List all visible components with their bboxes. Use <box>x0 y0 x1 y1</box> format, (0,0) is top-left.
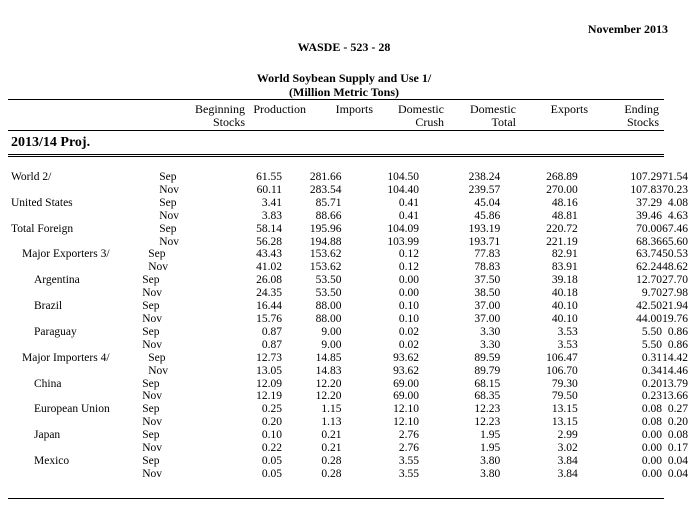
ending-stocks-cell: 4.63 <box>667 209 688 222</box>
column-header-domestic-crush <box>384 103 444 129</box>
beginning-stocks-cell: 61.55 <box>256 171 283 183</box>
domestic-total-cell: 40.10 <box>551 312 578 325</box>
month-label: Sep <box>142 377 160 390</box>
production-cell: 281.66 <box>309 171 342 183</box>
domestic-crush-cell: 77.83 <box>474 248 501 261</box>
beginning-stocks-cell: 0.87 <box>261 325 283 338</box>
domestic-crush-cell: 238.24 <box>468 171 501 183</box>
production-cell: 0.28 <box>321 467 342 480</box>
imports-cell: 0.10 <box>398 312 419 325</box>
beginning-stocks-cell: 16.44 <box>256 300 283 313</box>
domestic-crush-cell: 68.35 <box>474 390 501 403</box>
production-cell: 283.54 <box>309 183 342 196</box>
domestic-total-cell: 270.00 <box>546 183 578 196</box>
imports-cell: 0.12 <box>398 248 419 261</box>
exports-cell: 0.23 <box>641 390 662 403</box>
beginning-stocks-cell: 41.02 <box>256 261 283 274</box>
region-label: Paraguay <box>34 325 77 338</box>
top-rule <box>8 99 664 100</box>
ending-stocks-cell: 70.23 <box>662 183 688 196</box>
region-label <box>8 261 142 274</box>
table-row <box>8 223 688 236</box>
column-header-imports <box>316 103 373 116</box>
month-label: Sep <box>148 248 166 261</box>
beginning-stocks-cell: 0.20 <box>261 416 283 429</box>
exports-cell: 37.29 <box>636 196 662 209</box>
beginning-stocks-cell: 15.76 <box>256 312 283 325</box>
production-cell: 1.13 <box>321 416 342 429</box>
imports-cell: 2.76 <box>398 429 419 442</box>
imports-cell: 69.00 <box>393 390 419 403</box>
exports-cell: 0.00 <box>641 429 662 442</box>
col-label-1: Production <box>253 102 306 116</box>
month-label: Sep <box>142 300 160 313</box>
month-label: Sep <box>142 454 160 467</box>
domestic-total-cell: 13.15 <box>551 416 578 429</box>
domestic-total-cell: 79.50 <box>551 390 578 403</box>
imports-cell: 69.00 <box>393 377 419 390</box>
region-label: Japan <box>34 429 61 442</box>
imports-cell: 93.62 <box>393 351 419 364</box>
table-row <box>8 455 688 468</box>
region-label: World 2/ <box>11 171 52 183</box>
table-row <box>8 261 688 274</box>
col-label-1: Domestic <box>398 102 444 116</box>
beginning-stocks-cell: 12.19 <box>256 390 283 403</box>
ending-stocks-cell: 48.62 <box>662 261 688 274</box>
region-label <box>8 365 142 378</box>
section-rule <box>8 154 664 157</box>
exports-cell: 0.00 <box>641 442 662 455</box>
beginning-stocks-cell: 13.05 <box>256 364 283 377</box>
month-label: Sep <box>142 274 160 287</box>
domestic-total-cell: 220.72 <box>546 222 578 235</box>
month-label: Nov <box>148 364 169 377</box>
table-row <box>8 287 688 300</box>
section-label: 2013/14 Proj. <box>11 135 91 150</box>
domestic-total-cell: 48.16 <box>551 196 578 209</box>
ending-stocks-cell: 0.04 <box>667 467 688 480</box>
domestic-crush-cell: 193.71 <box>468 235 501 248</box>
imports-cell: 104.50 <box>387 171 419 183</box>
imports-cell: 104.40 <box>387 183 419 196</box>
col-label-2: Stocks <box>212 115 245 129</box>
imports-cell: 12.10 <box>393 416 419 429</box>
exports-cell: 39.46 <box>636 209 662 222</box>
imports-cell: 0.02 <box>398 338 419 351</box>
imports-cell: 0.00 <box>398 287 419 300</box>
report-date: November 2013 <box>587 22 668 36</box>
region-label <box>8 390 142 403</box>
domestic-crush-cell: 3.30 <box>480 338 501 351</box>
region-label <box>8 416 142 429</box>
domestic-crush-cell: 89.59 <box>474 351 501 364</box>
domestic-total-cell: 79.30 <box>551 377 578 390</box>
ending-stocks-cell: 0.08 <box>667 429 688 442</box>
domestic-crush-cell: 37.50 <box>474 274 501 287</box>
beginning-stocks-cell: 0.22 <box>261 442 283 455</box>
domestic-crush-cell: 3.30 <box>480 325 501 338</box>
ending-stocks-cell: 65.60 <box>662 235 688 248</box>
production-cell: 14.85 <box>315 351 342 364</box>
domestic-crush-cell: 37.00 <box>474 312 501 325</box>
domestic-total-cell: 3.84 <box>557 454 578 467</box>
production-cell: 0.28 <box>321 454 342 467</box>
table-row <box>8 390 688 403</box>
beginning-stocks-cell: 0.05 <box>261 454 283 467</box>
imports-cell: 104.09 <box>387 222 419 235</box>
domestic-total-cell: 39.18 <box>551 274 578 287</box>
beginning-stocks-cell: 0.25 <box>261 403 283 416</box>
region-label <box>8 442 142 455</box>
month-label: Nov <box>142 312 163 325</box>
exports-cell: 0.08 <box>641 416 662 429</box>
imports-cell: 103.99 <box>387 235 419 248</box>
domestic-total-cell: 106.70 <box>546 364 578 377</box>
imports-cell: 0.02 <box>398 325 419 338</box>
production-cell: 153.62 <box>309 248 342 261</box>
col-label-1: Domestic <box>470 102 516 116</box>
domestic-crush-cell: 89.79 <box>474 364 501 377</box>
month-label: Nov <box>159 209 180 222</box>
beginning-stocks-cell: 56.28 <box>256 235 283 248</box>
region-label: Major Exporters 3/ <box>22 248 110 261</box>
imports-cell: 3.55 <box>398 467 419 480</box>
table-row <box>8 210 688 223</box>
month-label: Nov <box>142 287 163 300</box>
domestic-total-cell: 221.19 <box>546 235 578 248</box>
domestic-crush-cell: 12.23 <box>474 416 501 429</box>
month-label: Nov <box>142 467 163 480</box>
month-label: Sep <box>159 196 177 209</box>
domestic-crush-cell: 1.95 <box>480 429 501 442</box>
domestic-total-cell: 2.99 <box>557 429 578 442</box>
table-row <box>8 197 688 210</box>
ending-stocks-cell: 4.08 <box>667 196 688 209</box>
production-cell: 88.66 <box>315 209 342 222</box>
domestic-crush-cell: 3.80 <box>480 467 501 480</box>
month-label: Sep <box>142 403 160 416</box>
region-label <box>8 468 142 481</box>
domestic-total-cell: 83.91 <box>551 261 578 274</box>
ending-stocks-cell: 13.79 <box>662 377 688 390</box>
production-cell: 194.88 <box>309 235 342 248</box>
column-header-ending-stocks <box>600 103 659 129</box>
table-row <box>8 248 688 261</box>
table-row <box>8 171 688 184</box>
imports-cell: 2.76 <box>398 442 419 455</box>
domestic-crush-cell: 3.80 <box>480 454 501 467</box>
exports-cell: 5.50 <box>641 338 662 351</box>
production-cell: 12.20 <box>315 390 342 403</box>
table-row <box>8 442 688 455</box>
month-label: Sep <box>159 171 177 183</box>
production-cell: 12.20 <box>315 377 342 390</box>
beginning-stocks-cell: 0.10 <box>261 429 283 442</box>
table-row <box>8 416 688 429</box>
domestic-crush-cell: 12.23 <box>474 403 501 416</box>
month-label: Nov <box>148 261 169 274</box>
imports-cell: 3.55 <box>398 454 419 467</box>
imports-cell: 12.10 <box>393 403 419 416</box>
production-cell: 85.71 <box>315 196 342 209</box>
ending-stocks-cell: 0.20 <box>667 416 688 429</box>
production-cell: 53.50 <box>315 274 342 287</box>
region-label: Mexico <box>34 454 70 467</box>
title-line-1: World Soybean Supply and Use 1/ <box>256 71 432 85</box>
ending-stocks-cell: 13.66 <box>662 390 688 403</box>
production-cell: 53.50 <box>315 287 342 300</box>
region-label: China <box>34 377 62 390</box>
col-label-1: Imports <box>335 102 373 116</box>
region-label <box>8 236 142 249</box>
exports-cell: 0.20 <box>641 377 662 390</box>
month-label: Nov <box>142 390 163 403</box>
region-label <box>8 339 142 352</box>
exports-cell: 44.00 <box>636 312 662 325</box>
exports-cell: 107.83 <box>630 183 662 196</box>
month-label: Sep <box>142 325 160 338</box>
domestic-total-cell: 40.10 <box>551 300 578 313</box>
ending-stocks-cell: 19.76 <box>662 312 688 325</box>
exports-cell: 9.70 <box>641 287 662 300</box>
ending-stocks-cell: 27.98 <box>662 287 688 300</box>
exports-cell: 0.31 <box>641 351 662 364</box>
production-cell: 0.21 <box>321 429 342 442</box>
month-label: Sep <box>142 429 160 442</box>
beginning-stocks-cell: 12.09 <box>256 377 283 390</box>
domestic-total-cell: 40.18 <box>551 287 578 300</box>
domestic-crush-cell: 193.19 <box>468 222 501 235</box>
imports-cell: 0.41 <box>398 209 419 222</box>
exports-cell: 0.00 <box>641 454 662 467</box>
col-label-1: Exports <box>550 102 588 116</box>
domestic-crush-cell: 239.57 <box>468 183 501 196</box>
month-label: Nov <box>142 416 163 429</box>
soybean-data-table <box>8 171 688 481</box>
production-cell: 9.00 <box>321 325 342 338</box>
month-label: Nov <box>142 338 163 351</box>
ending-stocks-cell: 71.54 <box>662 171 688 183</box>
region-label: United States <box>11 196 73 209</box>
domestic-crush-cell: 78.83 <box>474 261 501 274</box>
beginning-stocks-cell: 3.41 <box>261 196 283 209</box>
imports-cell: 0.12 <box>398 261 419 274</box>
table-row <box>8 352 688 365</box>
table-row <box>8 378 688 391</box>
domestic-total-cell: 106.47 <box>546 351 578 364</box>
month-label: Nov <box>159 235 180 248</box>
month-label: Nov <box>159 183 180 196</box>
ending-stocks-cell: 0.86 <box>667 338 688 351</box>
beginning-stocks-cell: 43.43 <box>256 248 283 261</box>
exports-cell: 62.24 <box>636 261 662 274</box>
exports-cell: 70.00 <box>636 222 662 235</box>
region-label <box>8 184 142 197</box>
region-label: Argentina <box>34 274 80 287</box>
bottom-rule <box>8 498 664 499</box>
region-label: European Union <box>34 403 110 416</box>
month-label: Sep <box>148 351 166 364</box>
region-label: Brazil <box>34 300 63 313</box>
beginning-stocks-cell: 12.73 <box>256 351 283 364</box>
production-cell: 9.00 <box>321 338 342 351</box>
month-label: Nov <box>142 442 163 455</box>
col-label-2: Crush <box>415 115 444 129</box>
title-line-2: (Million Metric Tons) <box>289 85 399 99</box>
table-row <box>8 236 688 249</box>
beginning-stocks-cell: 26.08 <box>256 274 283 287</box>
table-row <box>8 274 688 287</box>
domestic-crush-cell: 38.50 <box>474 287 501 300</box>
column-header-exports <box>540 103 588 116</box>
domestic-crush-cell: 37.00 <box>474 300 501 313</box>
ending-stocks-cell: 0.17 <box>667 442 688 455</box>
beginning-stocks-cell: 0.87 <box>261 338 283 351</box>
ending-stocks-cell: 27.70 <box>662 274 688 287</box>
exports-cell: 63.74 <box>636 248 662 261</box>
col-label-2: Total <box>491 115 516 129</box>
domestic-total-cell: 82.91 <box>551 248 578 261</box>
exports-cell: 0.08 <box>641 403 662 416</box>
beginning-stocks-cell: 60.11 <box>256 183 283 196</box>
domestic-crush-cell: 1.95 <box>480 442 501 455</box>
domestic-crush-cell: 68.15 <box>474 377 501 390</box>
domestic-total-cell: 13.15 <box>551 403 578 416</box>
header-rule <box>8 130 664 131</box>
production-cell: 195.96 <box>309 222 342 235</box>
table-row <box>8 365 688 378</box>
domestic-total-cell: 3.02 <box>557 442 578 455</box>
imports-cell: 93.62 <box>393 364 419 377</box>
domestic-crush-cell: 45.86 <box>474 209 501 222</box>
table-row <box>8 403 688 416</box>
exports-cell: 5.50 <box>641 325 662 338</box>
table-row <box>8 429 688 442</box>
beginning-stocks-cell: 58.14 <box>256 222 283 235</box>
production-cell: 153.62 <box>309 261 342 274</box>
exports-cell: 0.00 <box>641 467 662 480</box>
production-cell: 1.15 <box>321 403 342 416</box>
table-row <box>8 313 688 326</box>
ending-stocks-cell: 14.46 <box>662 364 688 377</box>
col-label-1: Beginning <box>195 102 245 116</box>
ending-stocks-cell: 14.42 <box>662 351 688 364</box>
exports-cell: 68.36 <box>636 235 662 248</box>
domestic-total-cell: 3.84 <box>557 467 578 480</box>
beginning-stocks-cell: 0.05 <box>261 467 283 480</box>
production-cell: 88.00 <box>315 300 342 313</box>
imports-cell: 0.41 <box>398 196 419 209</box>
production-cell: 88.00 <box>315 312 342 325</box>
table-row <box>8 468 688 481</box>
beginning-stocks-cell: 24.35 <box>256 287 283 300</box>
report-code: WASDE - 523 - 28 <box>297 40 391 54</box>
table-row <box>8 300 688 313</box>
column-header-beginning-stocks <box>170 103 245 129</box>
column-header-production <box>240 103 306 116</box>
col-label-1: Ending <box>624 102 659 116</box>
production-cell: 0.21 <box>321 442 342 455</box>
ending-stocks-cell: 67.46 <box>662 222 688 235</box>
domestic-total-cell: 48.81 <box>551 209 578 222</box>
ending-stocks-cell: 0.86 <box>667 325 688 338</box>
exports-cell: 0.34 <box>641 364 662 377</box>
ending-stocks-cell: 0.27 <box>667 403 688 416</box>
imports-cell: 0.10 <box>398 300 419 313</box>
ending-stocks-cell: 21.94 <box>662 300 688 313</box>
exports-cell: 42.50 <box>636 300 662 313</box>
imports-cell: 0.00 <box>398 274 419 287</box>
table-row <box>8 184 688 197</box>
table-row <box>8 339 688 352</box>
beginning-stocks-cell: 3.83 <box>261 209 283 222</box>
col-label-2: Stocks <box>626 115 659 129</box>
exports-cell: 12.70 <box>636 274 662 287</box>
table-title <box>0 71 688 99</box>
region-label <box>8 313 142 326</box>
ending-stocks-cell: 50.53 <box>662 248 688 261</box>
table-row <box>8 326 688 339</box>
region-label: Major Importers 4/ <box>22 351 110 364</box>
region-label: Total Foreign <box>11 222 74 235</box>
domestic-total-cell: 3.53 <box>557 338 578 351</box>
ending-stocks-cell: 0.04 <box>667 454 688 467</box>
region-label <box>8 210 142 223</box>
production-cell: 14.83 <box>315 364 342 377</box>
domestic-total-cell: 268.89 <box>546 171 578 183</box>
domestic-crush-cell: 45.04 <box>474 196 501 209</box>
column-header-domestic-total <box>456 103 516 129</box>
exports-cell: 107.29 <box>630 171 662 183</box>
region-label <box>8 287 142 300</box>
month-label: Sep <box>159 222 177 235</box>
domestic-total-cell: 3.53 <box>557 325 578 338</box>
